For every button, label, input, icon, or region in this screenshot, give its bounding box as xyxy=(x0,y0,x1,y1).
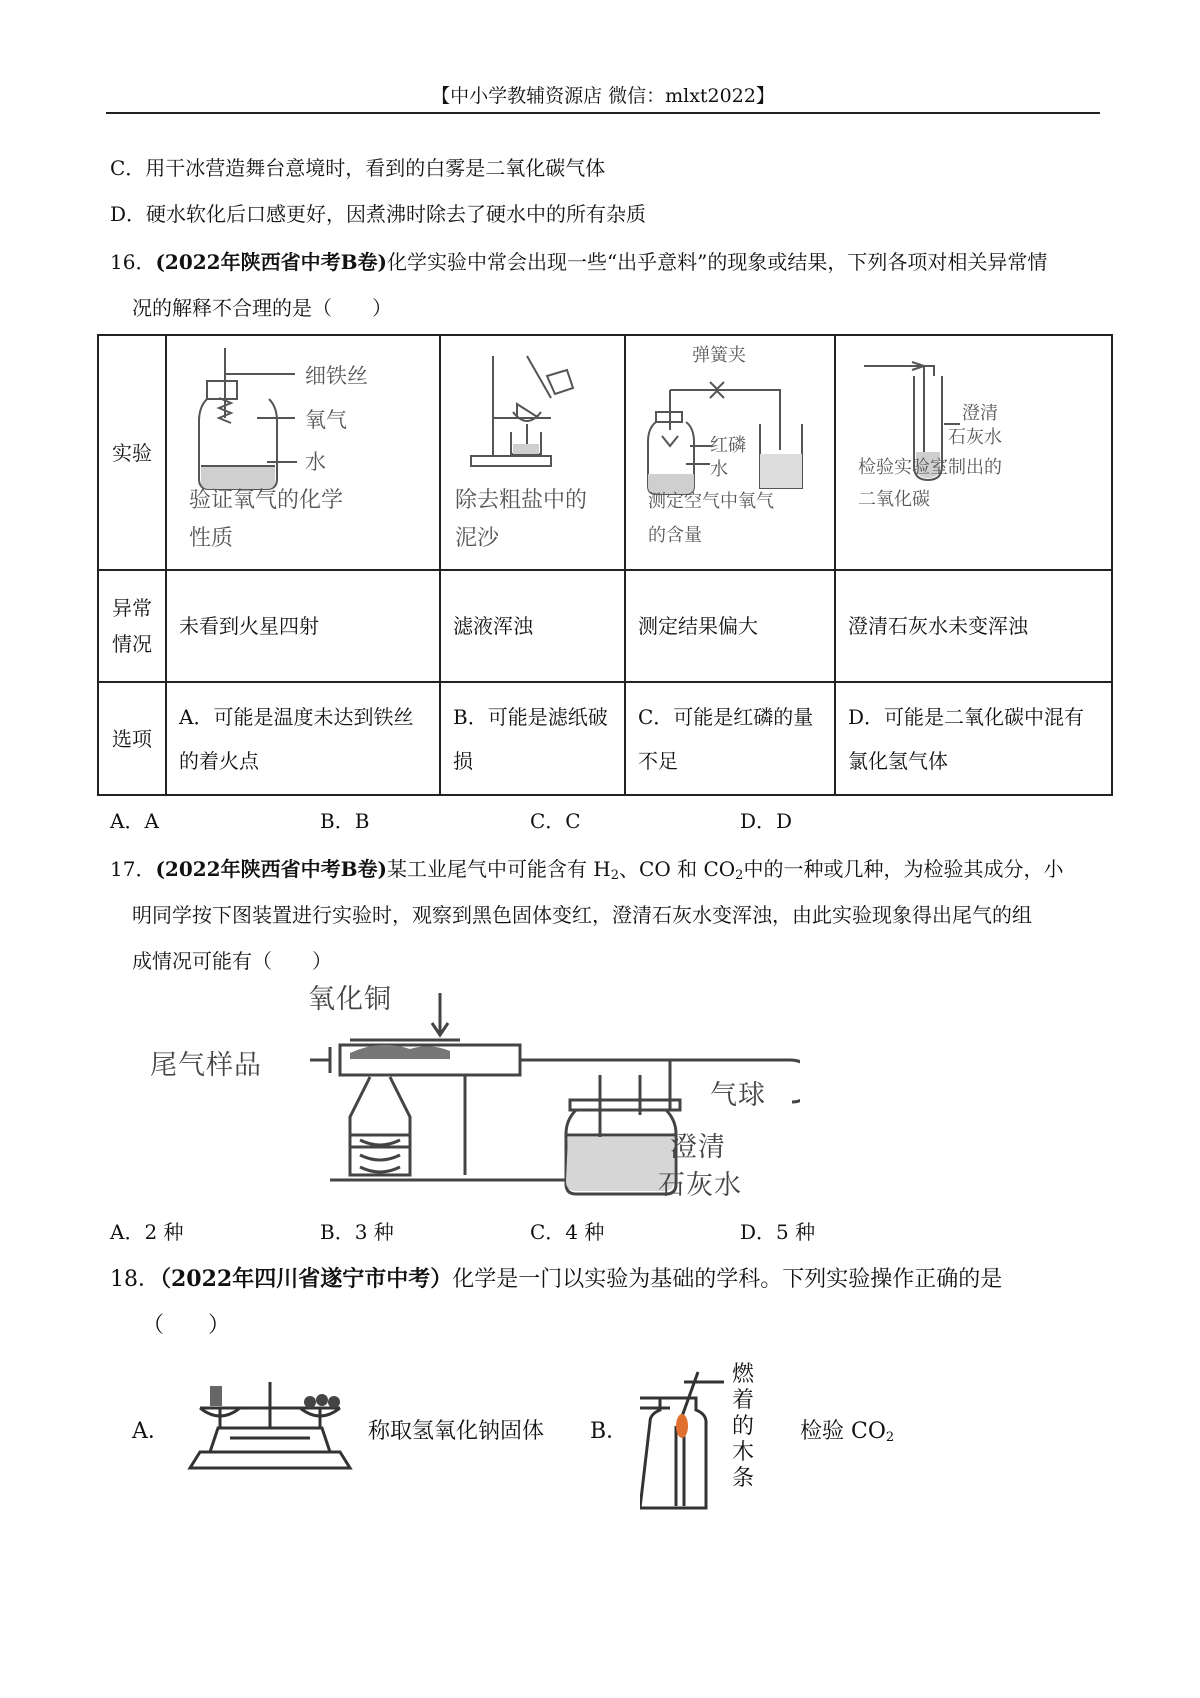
caption-4b: 二氧化碳 xyxy=(858,489,930,510)
row-header-option: 选项 xyxy=(98,682,166,795)
header-divider xyxy=(106,112,1100,114)
option-d xyxy=(835,682,1112,795)
label-limewater-2: 石灰水 xyxy=(948,427,1002,448)
caption-2b: 泥沙 xyxy=(455,526,500,551)
row-header-experiment: 实验 xyxy=(98,335,166,570)
splint-char-1: 燃 xyxy=(732,1362,755,1387)
q18-option-a-text: 称取氢氧化钠固体 xyxy=(368,1419,545,1444)
q16-stem-line1 xyxy=(110,248,1047,276)
q18-stem-line1 xyxy=(110,1265,1002,1294)
caption-4: 检验实验室制出的 xyxy=(858,457,1002,478)
q17-stem-b: 、CO 和 CO xyxy=(619,857,736,881)
abnormal-b: 滤液浑浊 xyxy=(440,570,625,682)
splint-char-3: 的 xyxy=(732,1414,755,1439)
row-header-abnormal-2: 情况 xyxy=(112,632,152,656)
q16-choice-c: C．C xyxy=(530,809,581,833)
q18-option-b-main: 检验 CO xyxy=(800,1419,886,1444)
abnormal-d: 澄清石灰水未变浑浊 xyxy=(835,570,1112,682)
q18-number: 18． xyxy=(110,1267,160,1292)
q18-option-a-letter: A． xyxy=(132,1419,170,1444)
q16-stem-line2: 况的解释不合理的是（ ） xyxy=(132,296,392,320)
q15-option-c: C．用干冰营造舞台意境时，看到的白雾是二氧化碳气体 xyxy=(110,156,606,180)
q16-choice-d: D．D xyxy=(740,809,793,833)
q17-choice-c: C．4 种 xyxy=(530,1220,605,1244)
caption-2: 除去粗盐中的 xyxy=(455,488,588,513)
label-copper-oxide: 氧化铜 xyxy=(308,984,392,1015)
option-a xyxy=(166,682,440,795)
q17-number: 17． xyxy=(110,857,156,881)
q17-choice-d: D．5 种 xyxy=(740,1220,816,1244)
option-b-line2: 损 xyxy=(453,748,473,773)
option-c-line1: C．可能是红磷的量 xyxy=(638,704,814,729)
label-limewater-b: 石灰水 xyxy=(658,1170,742,1201)
q17-apparatus-figure xyxy=(150,985,800,1200)
q17-sub-co2: 2 xyxy=(735,868,744,883)
q16-number: 16． xyxy=(110,250,156,274)
q17-sub-h2: 2 xyxy=(610,868,620,883)
page-header: 【中小学教辅资源店 微信：mlxt2022】 xyxy=(431,85,775,107)
q16-choice-a: A．A xyxy=(110,809,159,833)
balance-figure xyxy=(180,1368,360,1484)
q17-stem-line2: 明同学按下图装置进行实验时，观察到黑色固体变红，澄清石灰水变浑浊，由此实验现象得出尾气的组 xyxy=(132,903,1032,927)
q17-source: (2022年陕西省中考B卷) xyxy=(155,857,387,881)
q18-stem-text: 化学是一门以实验为基础的学科。下列实验操作正确的是 xyxy=(452,1267,1003,1292)
label-fine-iron-wire: 细铁丝 xyxy=(305,364,368,388)
q18-source: （2022年四川省遂宁市中考） xyxy=(160,1266,453,1292)
experiment-figure-oxygen-content xyxy=(625,335,835,570)
q18-option-b-letter: B． xyxy=(590,1419,629,1444)
experiment-figure-co2-test xyxy=(835,335,1112,570)
q15-option-d: D．硬水软化后口感更好，因煮沸时除去了硬水中的所有杂质 xyxy=(110,202,647,226)
label-limewater-a: 澄清 xyxy=(670,1132,726,1163)
label-balloon: 气球 xyxy=(710,1080,766,1111)
q16-stem-text: 化学实验中常会出现一些“出乎意料”的现象或结果，下列各项对相关异常情 xyxy=(386,250,1048,274)
label-oxygen: 氧气 xyxy=(305,408,347,432)
balance-icon xyxy=(180,1368,360,1484)
q18-option-b-text xyxy=(800,1418,894,1446)
option-d-line2: 氯化氢气体 xyxy=(848,748,948,773)
q17-stem-c: 中的一种或几种，为检验其成分，小 xyxy=(743,857,1064,881)
option-d-line1: D．可能是二氧化碳中混有 xyxy=(848,704,1085,729)
q16-choice-b: B．B xyxy=(320,809,370,833)
option-a-line2: 的着火点 xyxy=(179,748,259,773)
abnormal-a: 未看到火星四射 xyxy=(166,570,440,682)
caption-1: 验证氧气的化学 xyxy=(189,488,344,513)
caption-1b: 性质 xyxy=(189,526,234,551)
experiment-figure-iron-wire xyxy=(166,335,440,570)
q18-paren: （ ） xyxy=(142,1313,231,1338)
q17-stem-line1 xyxy=(110,855,1063,883)
co2-test-figure xyxy=(640,1362,760,1512)
label-water: 水 xyxy=(305,450,326,474)
experiment-figure-filtration xyxy=(440,335,625,570)
q18-splint-label xyxy=(732,1362,760,1492)
option-a-line1: A．可能是温度未达到铁丝 xyxy=(179,704,414,729)
q16-experiment-table xyxy=(97,334,1113,796)
option-c-line2: 不足 xyxy=(638,748,678,773)
splint-char-2: 着 xyxy=(732,1388,755,1413)
label-red-phosphorus: 红磷 xyxy=(710,435,746,456)
q18-option-b-sub: 2 xyxy=(885,1430,895,1445)
q17-stem-line3: 成情况可能有（ ） xyxy=(132,949,332,973)
q16-source: (2022年陕西省中考B卷) xyxy=(155,250,387,274)
label-limewater-1: 澄清 xyxy=(962,403,998,424)
row-header-abnormal-1: 异常 xyxy=(112,596,152,620)
splint-char-4: 木 xyxy=(732,1440,755,1465)
option-b xyxy=(440,682,625,795)
q17-stem-a: 某工业尾气中可能含有 H xyxy=(386,857,611,881)
abnormal-c: 测定结果偏大 xyxy=(625,570,835,682)
q17-choice-a: A．2 种 xyxy=(110,1220,184,1244)
caption-3: 测定空气中氧气 xyxy=(648,491,774,512)
option-c xyxy=(625,682,835,795)
caption-3b: 的含量 xyxy=(648,525,702,546)
splint-char-5: 条 xyxy=(732,1466,755,1491)
label-spring-clip: 弹簧夹 xyxy=(692,345,746,366)
q17-choice-b: B．3 种 xyxy=(320,1220,394,1244)
label-tail-gas-sample: 尾气样品 xyxy=(150,1050,262,1081)
row-header-abnormal xyxy=(98,570,166,682)
option-b-line1: B．可能是滤纸破 xyxy=(453,704,608,729)
label-water-2: 水 xyxy=(710,459,728,480)
